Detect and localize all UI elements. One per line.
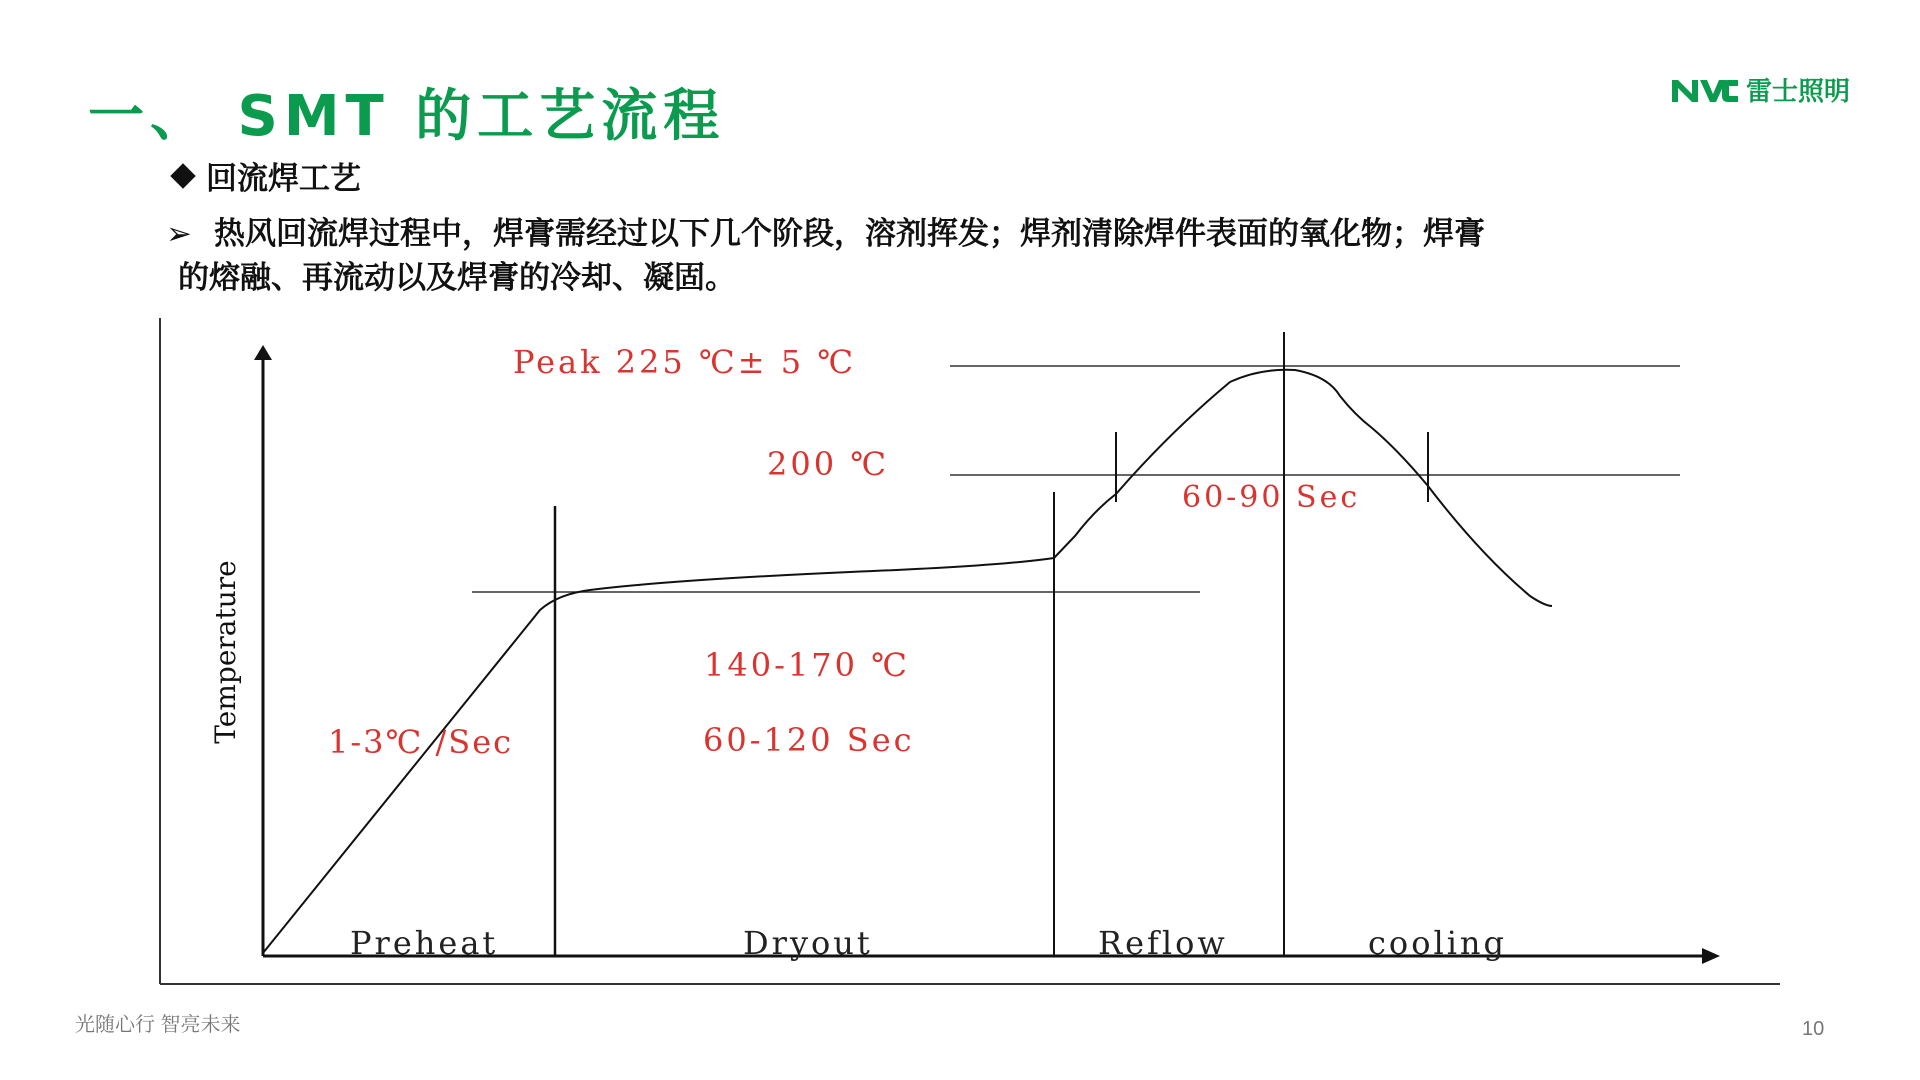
page-number: 10 <box>1802 1018 1825 1040</box>
footer-slogan: 光随心行 智亮未来 <box>75 1014 241 1036</box>
t200-label: 200 ℃ <box>767 445 890 483</box>
arrow-bullet-icon: ➢ <box>166 216 192 252</box>
peak-label: Peak 225 ℃± 5 ℃ <box>513 343 857 381</box>
nvc-logo-mark-icon <box>1670 74 1740 104</box>
reflow-time-label: 60-90 Sec <box>1182 480 1361 515</box>
soak-time-label: 60-120 Sec <box>703 721 915 759</box>
reflow-profile-diagram <box>150 310 1790 1000</box>
phase-label-cooling: cooling <box>1368 924 1508 962</box>
subtitle-text: 回流焊工艺 <box>206 161 361 197</box>
slide-title: 一、 SMT 的工艺流程 <box>88 84 726 149</box>
subtitle <box>170 153 361 198</box>
x-axis-arrow-icon <box>1702 948 1720 964</box>
soak-temp-label: 140-170 ℃ <box>704 646 910 684</box>
bullet-text <box>178 212 1726 300</box>
diamond-bullet-icon <box>170 163 195 188</box>
description-bullet <box>166 212 1726 300</box>
phase-label-dryout: Dryout <box>743 924 873 962</box>
bullet-text-line-2: 的熔融、再流动以及焊膏的冷却、凝固。 <box>178 260 736 296</box>
nvc-logo <box>1670 72 1850 106</box>
phase-label-preheat: Preheat <box>350 924 499 962</box>
ramp-rate-label: 1-3℃ /Sec <box>328 723 514 761</box>
y-axis-arrow-icon <box>254 345 272 360</box>
y-axis-label: Temperature <box>209 560 242 744</box>
phase-label-reflow: Reflow <box>1098 924 1228 962</box>
bullet-text-line-1: 热风回流焊过程中，焊膏需经过以下几个阶段，溶剂挥发；焊剂清除焊件表面的氧化物；焊膏 <box>214 216 1485 252</box>
logo-text: 雷士照明 <box>1746 76 1851 107</box>
